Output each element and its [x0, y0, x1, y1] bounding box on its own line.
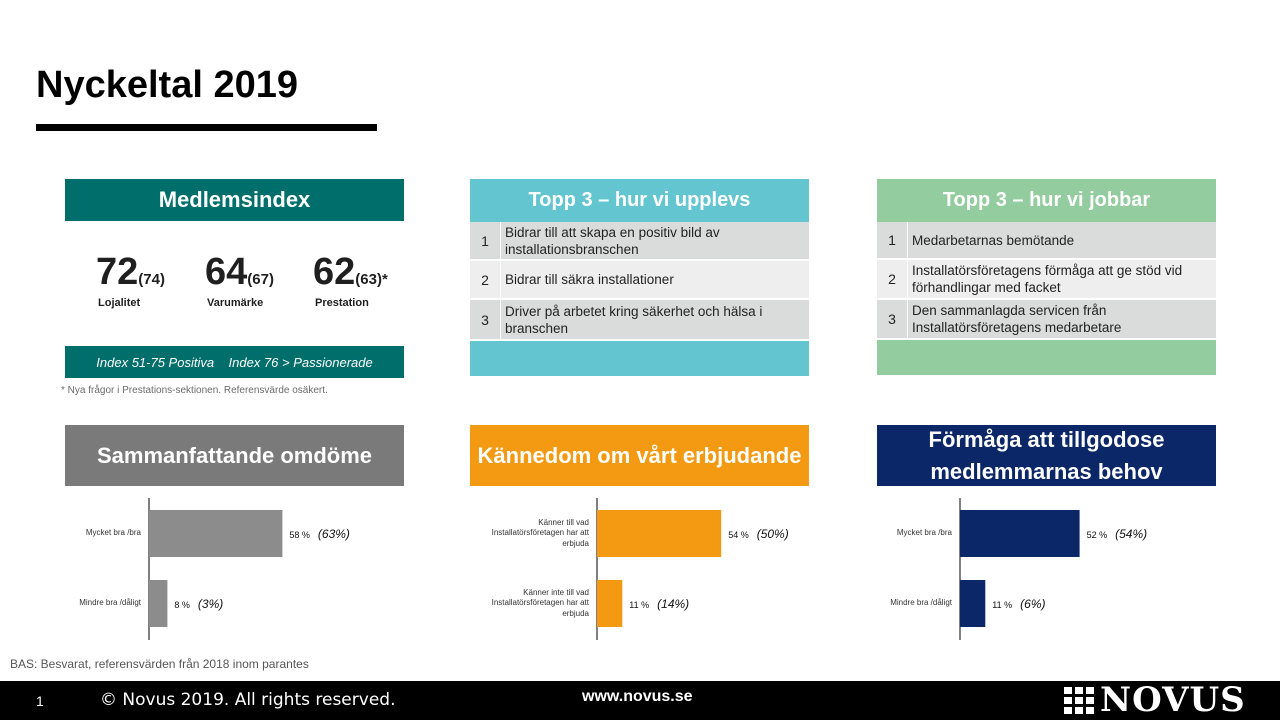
- kpi-prestation: [313, 250, 388, 309]
- table-row: [470, 222, 809, 261]
- row-text: Bidrar till säkra installationer: [500, 261, 809, 298]
- topp3-upplevs-table: [470, 179, 809, 376]
- chart-bar: [597, 580, 622, 627]
- title-underline: [36, 124, 377, 131]
- row-number: 3: [481, 311, 489, 328]
- row-number: 2: [888, 271, 896, 287]
- bar-chart-svg: [877, 498, 1216, 640]
- chart-data-label: [174, 597, 223, 611]
- kpi-label: Varumärke: [207, 297, 264, 309]
- chart-data-label: [629, 597, 689, 611]
- chart-category-label: Mycket bra /bra: [896, 528, 952, 537]
- base-note: BAS: Besvarat, referensvärden från 2018 inom parantes: [10, 657, 309, 671]
- row-number: 1: [481, 232, 489, 249]
- table-row: [877, 260, 1216, 300]
- table-footer-band: [470, 341, 809, 376]
- kpi-value: 62: [313, 251, 356, 293]
- website-link[interactable]: www.novus.se: [582, 688, 693, 705]
- chart-heading-kannedom: Kännedom om vårt erbjudande: [470, 425, 809, 486]
- logo-wordmark: NOVUS: [1100, 680, 1246, 720]
- chart-category-label: Mycket bra /bra: [85, 528, 141, 537]
- chart-reference-label: (3%): [197, 596, 224, 611]
- chart-value-label: 11 %: [629, 599, 650, 610]
- page-number: 1: [36, 693, 44, 709]
- bar-chart-svg: [65, 498, 404, 640]
- chart-heading-omdome: Sammanfattande omdöme: [65, 425, 404, 486]
- chart-omdome: [65, 498, 404, 640]
- chart-value-label: 58 %: [289, 529, 310, 540]
- chart-kannedom: [470, 498, 809, 640]
- kpi-reference: (74): [138, 271, 165, 288]
- kpi-reference: (63)*: [355, 271, 388, 288]
- chart-data-label: [1087, 527, 1148, 541]
- kpi-label: Prestation: [315, 297, 369, 309]
- index-legend-band: Index 51-75 Positiva Index 76 > Passionerade: [65, 346, 404, 378]
- chart-category-label: Mindre bra /dåligt: [890, 598, 952, 607]
- copyright-notice: © Novus 2019. All rights reserved.: [100, 690, 396, 710]
- chart-bar: [597, 510, 721, 557]
- chart-reference-label: (6%): [1020, 596, 1046, 611]
- table-row: [470, 300, 809, 341]
- row-text: Driver på arbetet kring säkerhet och hälsa i branschen: [500, 300, 809, 339]
- chart-reference-label: (50%): [756, 526, 789, 541]
- kpi-varumarke: [205, 250, 274, 309]
- chart-reference-label: (14%): [657, 596, 690, 611]
- chart-category-label: Känner till vad Installatörsföretagen har att erbjuda: [491, 517, 589, 548]
- chart-formaga: [877, 498, 1216, 640]
- table-row: [470, 261, 809, 300]
- page-title: Nyckeltal 2019: [36, 64, 298, 106]
- chart-bar: [149, 580, 167, 627]
- kpi-value: 64: [205, 251, 248, 293]
- table-row: [877, 300, 1216, 340]
- chart-value-label: 8 %: [174, 599, 190, 610]
- kpi-reference: (67): [247, 271, 274, 288]
- chart-category-label: Mindre bra /dåligt: [79, 598, 141, 607]
- chart-bar: [960, 510, 1080, 557]
- row-number: 2: [481, 271, 489, 288]
- table-row: [877, 222, 1216, 260]
- kpi-label: Lojalitet: [98, 297, 141, 309]
- row-number: 1: [888, 232, 896, 248]
- chart-category-label: Känner inte till vad Installatörsföretagen har att erbjuda: [491, 587, 589, 618]
- topp3-upplevs-heading: Topp 3 – hur vi upplevs: [470, 179, 809, 222]
- row-text: Medarbetarnas bemötande: [907, 222, 1216, 258]
- chart-data-label: [728, 527, 789, 541]
- table-footer-band: [877, 340, 1216, 375]
- row-number: 3: [888, 311, 896, 327]
- chart-value-label: 54 %: [728, 529, 749, 540]
- chart-value-label: 52 %: [1086, 529, 1108, 540]
- row-text: Den sammanlagda servicen från Installatörsföretagens medarbetare: [907, 300, 1216, 338]
- chart-value-label: 11 %: [992, 599, 1013, 610]
- chart-reference-label: (63%): [317, 526, 350, 541]
- kpi-lojalitet: [96, 250, 165, 309]
- chart-bar: [149, 510, 282, 557]
- novus-logo: [1064, 680, 1246, 720]
- topp3-jobbar-table: [877, 179, 1216, 375]
- row-text: Installatörsföretagens förmåga att ge stöd vid förhandlingar med facket: [907, 260, 1216, 298]
- row-text: Bidrar till att skapa en positiv bild av installationsbranschen: [500, 222, 809, 259]
- kpi-value: 72: [96, 251, 139, 293]
- medlemsindex-heading: Medlemsindex: [65, 179, 404, 221]
- chart-heading-formaga: Förmåga att tillgodose medlemmarnas behov: [877, 425, 1216, 486]
- footer-bar: [0, 681, 1280, 720]
- topp3-jobbar-heading: Topp 3 – hur vi jobbar: [877, 179, 1216, 222]
- chart-bar: [960, 580, 985, 627]
- index-footnote: * Nya frågor i Prestations-sektionen. Referensvärde osäkert.: [61, 385, 328, 396]
- chart-reference-label: (54%): [1115, 526, 1148, 541]
- chart-data-label: [289, 527, 350, 541]
- chart-data-label: [992, 597, 1045, 611]
- novus-logo-icon: [1064, 687, 1094, 713]
